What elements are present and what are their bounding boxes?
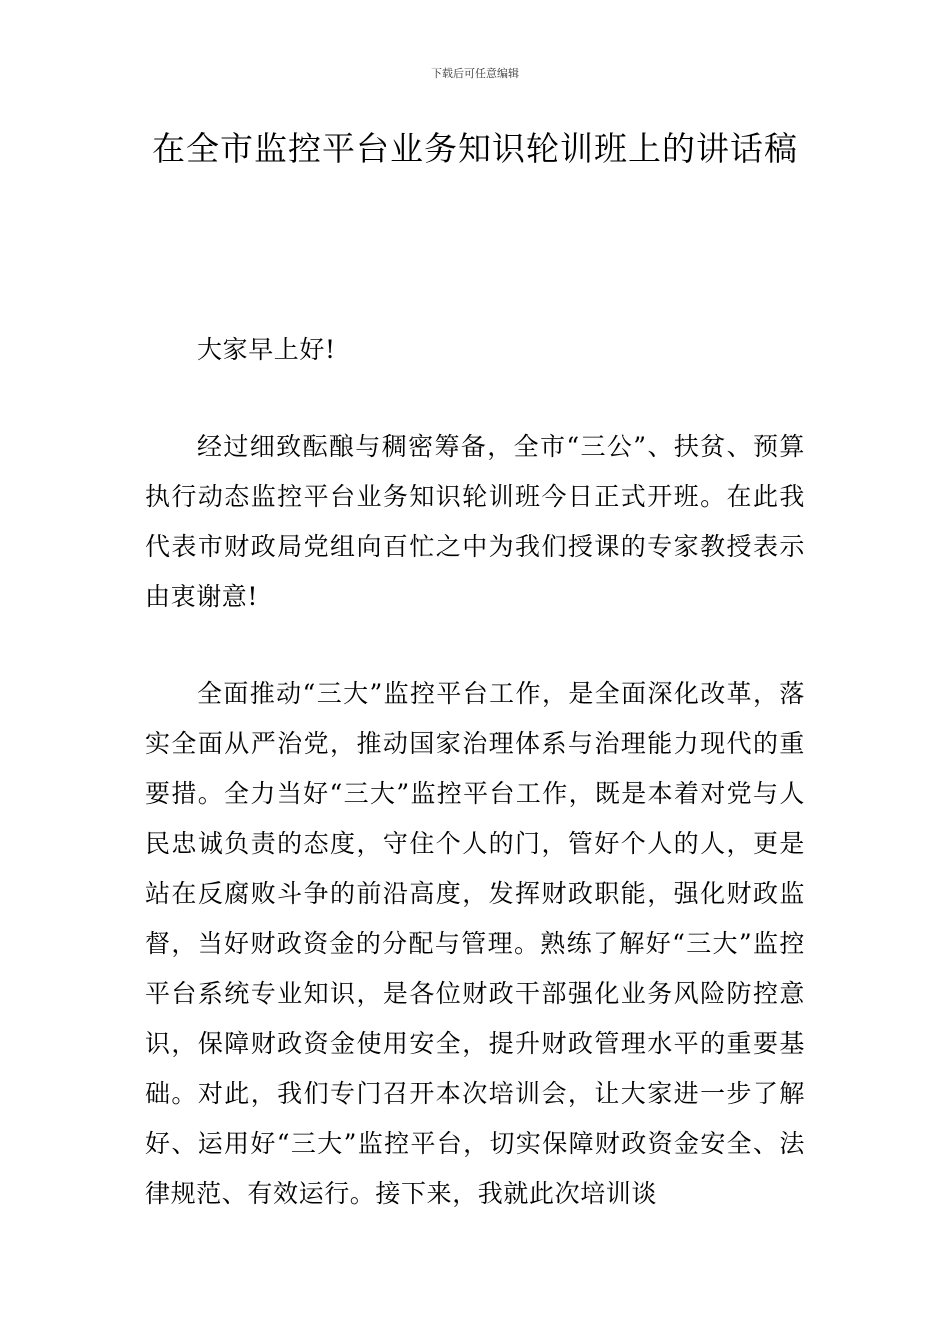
- greeting-paragraph: 大家早上好!: [197, 335, 336, 364]
- opening-paragraph: 经过细致酝酿与稠密筹备，全市“三公”、扶贫、预算执行动态监控平台业务知识轮训班今日正式开班。在此我代表市财政局党组向百忙之中为我们授课的专家教授表示由衷谢意!: [145, 432, 805, 611]
- document-title: 在全市监控平台业务知识轮训班上的讲话稿: [152, 129, 798, 168]
- header-note: 下载后可任意编辑: [431, 67, 519, 80]
- document-body: [145, 325, 805, 1219]
- main-paragraph: 全面推动“三大”监控平台工作，是全面深化改革，落实全面从严治党，推动国家治理体系与治理能力现代的重要措。全力当好“三大”监控平台工作，既是本着对党与人民忠诚负责的态度，守住个人的门，管好个人的人，更是站在反腐败斗争的前沿高度，发挥财政职能，强化财政监督，当好财政资金的分配与管理。熟练了解好“三大”监控平台系统专业知识，是各位财政干部强化业务风险防控意识，保障财政资金使用安全，提升财政管理水平的重要基础。对此，我们专门召开本次培训会，让大家进一步了解好、运用好“三大”监控平台，切实保障财政资金安全、法律规范、有效运行。接下来，我就此次培训谈: [145, 679, 805, 1208]
